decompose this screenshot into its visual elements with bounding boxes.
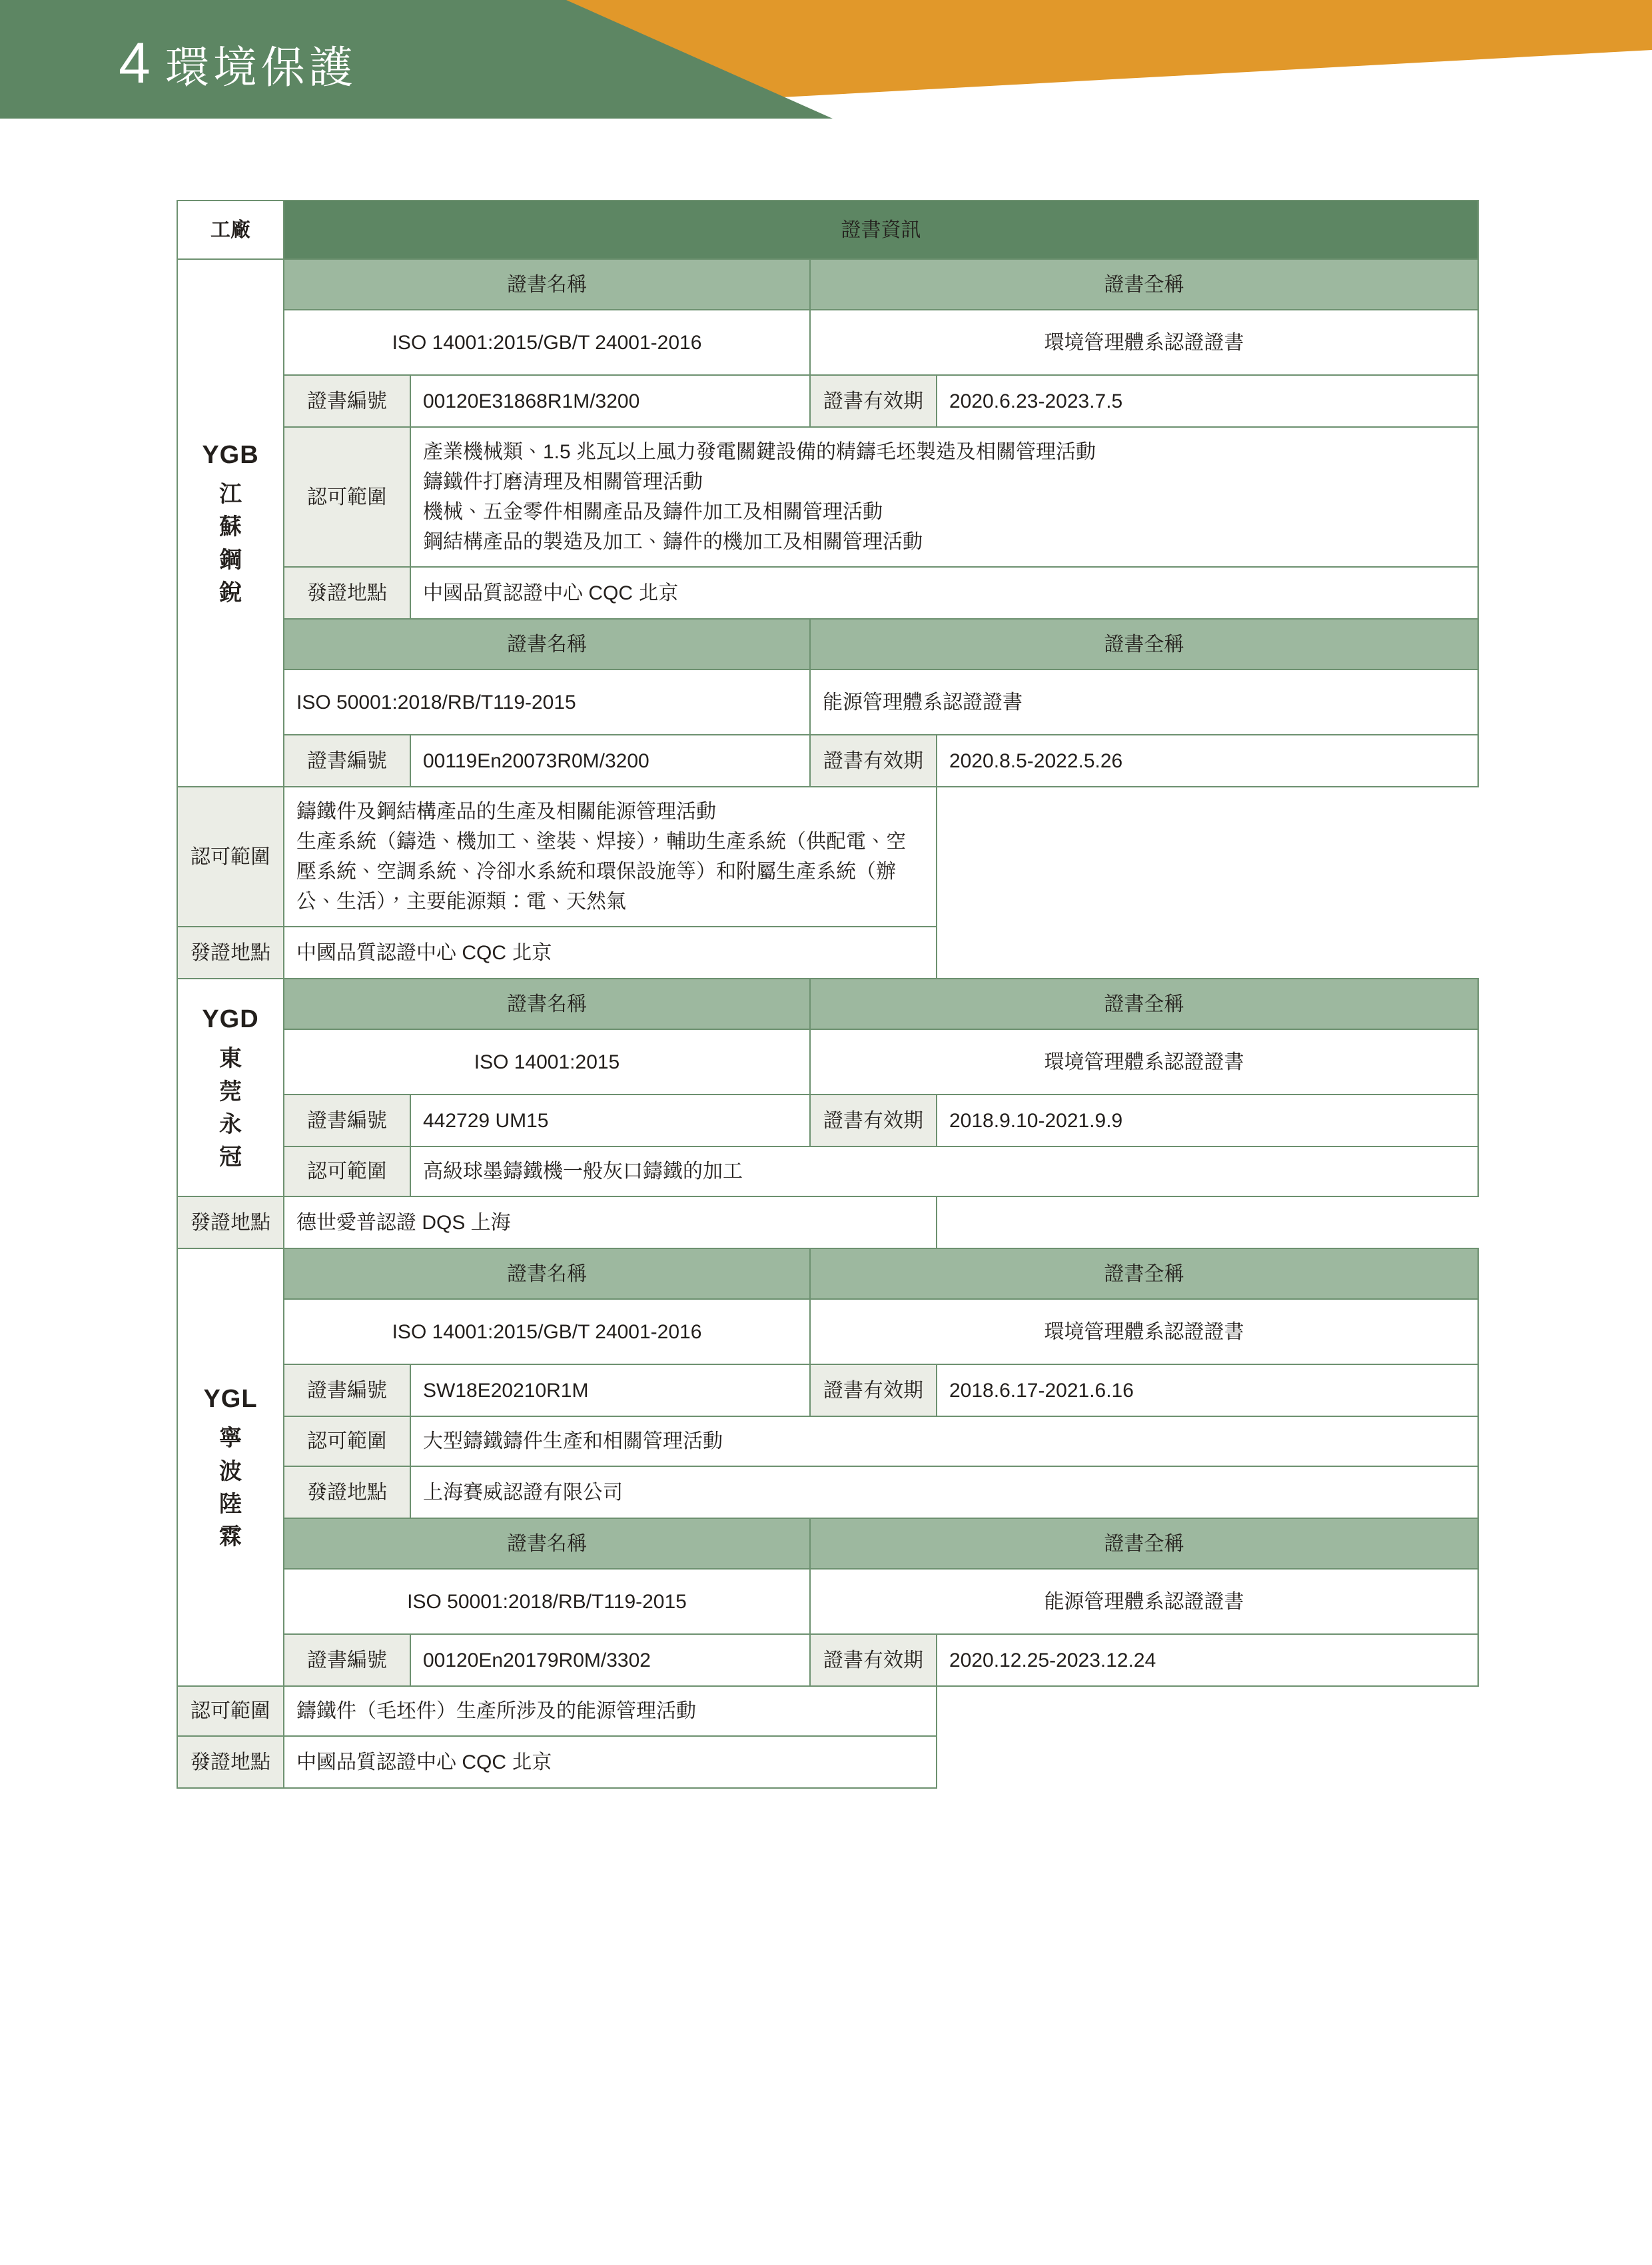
certificate-place-value: 中國品質認證中心 CQC 北京 (284, 1736, 937, 1788)
certificate-scope-value (284, 787, 937, 927)
page-title (119, 31, 357, 95)
certificate-fullname-header: 證書全稱 (810, 259, 1478, 310)
certificate-scope-value (410, 1146, 1478, 1196)
factory-name (190, 1422, 271, 1554)
certificate-place-label: 發證地點 (177, 927, 284, 979)
scope-line: 鋼結構產品的製造及加工、鑄件的機加工及相關管理活動 (423, 531, 923, 553)
certificate-name-row (177, 1569, 1478, 1634)
certificate-subheader-row (177, 619, 1478, 670)
factory-column-header: 工廠 (177, 201, 284, 259)
factory-name-char: 江 (219, 481, 242, 507)
certificate-fullname-value: 環境管理體系認證證書 (810, 1029, 1478, 1095)
factory-name-char: 莞 (219, 1079, 242, 1105)
certificate-scope-label: 認可範圍 (177, 787, 284, 927)
certificate-validity-value: 2018.6.17-2021.6.16 (937, 1364, 1478, 1416)
certificate-table-wrapper (177, 200, 1479, 1789)
scope-line: 產業機械類、1.5 兆瓦以上風力發電關鍵設備的精鑄毛坯製造及相關管理活動 (423, 441, 1096, 463)
factory-code: YGD (202, 1005, 259, 1034)
certificate-scope-row (177, 427, 1478, 567)
certificate-place-label: 發證地點 (284, 567, 410, 619)
table-header-row (177, 201, 1478, 259)
certificate-subheader-row (177, 979, 1478, 1029)
certificate-place-value: 中國品質認證中心 CQC 北京 (284, 927, 937, 979)
certificate-fullname-value: 能源管理體系認證證書 (810, 1569, 1478, 1634)
scope-line: 大型鑄鐵鑄件生產和相關管理活動 (423, 1430, 723, 1452)
certificate-number-row (177, 375, 1478, 427)
scope-line: 鑄鐵件（毛坯件）生產所涉及的能源管理活動 (296, 1700, 696, 1722)
certificate-number-row (177, 1095, 1478, 1146)
scope-line: 鑄鐵件打磨清理及相關管理活動 (423, 471, 703, 493)
certificate-number-row (177, 735, 1478, 787)
factory-code: YGL (203, 1385, 258, 1414)
certificate-scope-row (177, 1686, 1478, 1736)
certificate-number-label: 證書編號 (284, 1095, 410, 1146)
factory-name-char: 銳 (219, 580, 242, 606)
certificate-place-label: 發證地點 (284, 1466, 410, 1518)
certificate-scope-row (177, 1416, 1478, 1466)
certificate-scope-label: 認可範圍 (284, 1416, 410, 1466)
certificate-number-value: SW18E20210R1M (410, 1364, 810, 1416)
certificate-place-row (177, 1466, 1478, 1518)
certificate-name-row (177, 310, 1478, 375)
certificate-number-row (177, 1634, 1478, 1686)
certificate-place-row (177, 927, 1478, 979)
certificate-name-value: ISO 50001:2018/RB/T119-2015 (284, 1569, 810, 1634)
certificate-name-header: 證書名稱 (284, 1248, 810, 1299)
certificate-number-label: 證書編號 (284, 1634, 410, 1686)
factory-name (190, 1043, 271, 1174)
certificate-number-label: 證書編號 (284, 735, 410, 787)
scope-line: 高級球墨鑄鐵機一般灰口鑄鐵的加工 (423, 1160, 743, 1182)
scope-line: 鑄鐵件及鋼結構產品的生產及相關能源管理活動 (296, 801, 716, 823)
certificate-fullname-value: 能源管理體系認證證書 (810, 670, 1478, 735)
certificate-fullname-header: 證書全稱 (810, 1518, 1478, 1569)
certificate-validity-value: 2020.8.5-2022.5.26 (937, 735, 1478, 787)
certificate-name-header: 證書名稱 (284, 619, 810, 670)
certificate-number-label: 證書編號 (284, 1364, 410, 1416)
certificate-subheader-row (177, 259, 1478, 310)
certificate-fullname-header: 證書全稱 (810, 979, 1478, 1029)
certificate-name-value: ISO 14001:2015 (284, 1029, 810, 1095)
certificate-fullname-header: 證書全稱 (810, 619, 1478, 670)
factory-name (190, 478, 271, 610)
certificate-place-row (177, 1196, 1478, 1248)
certificate-number-value: 00119En20073R0M/3200 (410, 735, 810, 787)
factory-name-char: 波 (219, 1458, 242, 1484)
certificate-fullname-value: 環境管理體系認證證書 (810, 310, 1478, 375)
factory-name-char: 蘇 (219, 514, 242, 540)
certificate-validity-value: 2020.12.25-2023.12.24 (937, 1634, 1478, 1686)
certificate-place-value: 德世愛普認證 DQS 上海 (284, 1196, 937, 1248)
factory-code: YGB (202, 440, 259, 469)
certificate-validity-label: 證書有效期 (810, 1364, 937, 1416)
certificate-validity-label: 證書有效期 (810, 1095, 937, 1146)
certificate-validity-label: 證書有效期 (810, 1634, 937, 1686)
certificate-name-value: ISO 50001:2018/RB/T119-2015 (284, 670, 810, 735)
certificate-name-header: 證書名稱 (284, 1518, 810, 1569)
certificate-name-value: ISO 14001:2015/GB/T 24001-2016 (284, 1299, 810, 1364)
certificate-place-value: 上海賽威認證有限公司 (410, 1466, 1478, 1518)
certificate-subheader-row (177, 1518, 1478, 1569)
certificate-scope-row (177, 787, 1478, 927)
certificate-scope-row (177, 1146, 1478, 1196)
certificate-place-label: 發證地點 (177, 1196, 284, 1248)
factory-label-ygl (177, 1248, 284, 1686)
certificate-validity-value: 2018.9.10-2021.9.9 (937, 1095, 1478, 1146)
factory-name-char: 鋼 (219, 547, 242, 573)
certificate-fullname-header: 證書全稱 (810, 1248, 1478, 1299)
certificate-name-row (177, 1029, 1478, 1095)
certificate-place-row (177, 567, 1478, 619)
certificate-validity-value: 2020.6.23-2023.7.5 (937, 375, 1478, 427)
certificate-validity-label: 證書有效期 (810, 375, 937, 427)
certificate-scope-label: 認可範圍 (284, 1146, 410, 1196)
certificate-validity-label: 證書有效期 (810, 735, 937, 787)
certificate-number-row (177, 1364, 1478, 1416)
certificate-name-header: 證書名稱 (284, 259, 810, 310)
factory-label-ygb (177, 259, 284, 787)
certificate-number-value: 00120En20179R0M/3302 (410, 1634, 810, 1686)
certificate-scope-value (410, 1416, 1478, 1466)
scope-line: 生產系統（鑄造、機加工、塗裝、焊接），輔助生產系統（供配電、空壓系統、空調系統、冷卻水系統和環保設施等）和附屬生產系統（辦公、生活），主要能源類：電、天然氣 (296, 831, 906, 913)
certificate-scope-label: 認可範圍 (177, 1686, 284, 1736)
certificate-name-header: 證書名稱 (284, 979, 810, 1029)
certificate-subheader-row (177, 1248, 1478, 1299)
certificate-name-value: ISO 14001:2015/GB/T 24001-2016 (284, 310, 810, 375)
factory-name-char: 冠 (219, 1144, 242, 1170)
factory-name-char: 陸 (219, 1492, 242, 1517)
certificate-scope-value (284, 1686, 937, 1736)
factory-name-char: 永 (219, 1112, 242, 1137)
certificate-place-label: 發證地點 (177, 1736, 284, 1788)
certificate-place-value: 中國品質認證中心 CQC 北京 (410, 567, 1478, 619)
certificate-scope-value (410, 427, 1478, 567)
certificate-name-row (177, 1299, 1478, 1364)
certificate-table (177, 200, 1479, 1789)
factory-name-char: 東 (219, 1046, 242, 1072)
section-number: 4 (119, 31, 151, 95)
scope-line: 機械、五金零件相關產品及鑄件加工及相關管理活動 (423, 501, 883, 523)
certificate-fullname-value: 環境管理體系認證證書 (810, 1299, 1478, 1364)
certificate-name-row (177, 670, 1478, 735)
factory-name-char: 霖 (219, 1524, 242, 1550)
certificate-number-label: 證書編號 (284, 375, 410, 427)
certificate-number-value: 00120E31868R1M/3200 (410, 375, 810, 427)
certificate-scope-label: 認可範圍 (284, 427, 410, 567)
factory-name-char: 寧 (219, 1426, 242, 1452)
factory-label-ygd (177, 979, 284, 1196)
page-header-banner (0, 0, 1652, 173)
certificate-info-header: 證書資訊 (284, 201, 1478, 259)
certificate-place-row (177, 1736, 1478, 1788)
certificate-number-value: 442729 UM15 (410, 1095, 810, 1146)
section-title: 環境保護 (165, 43, 357, 92)
